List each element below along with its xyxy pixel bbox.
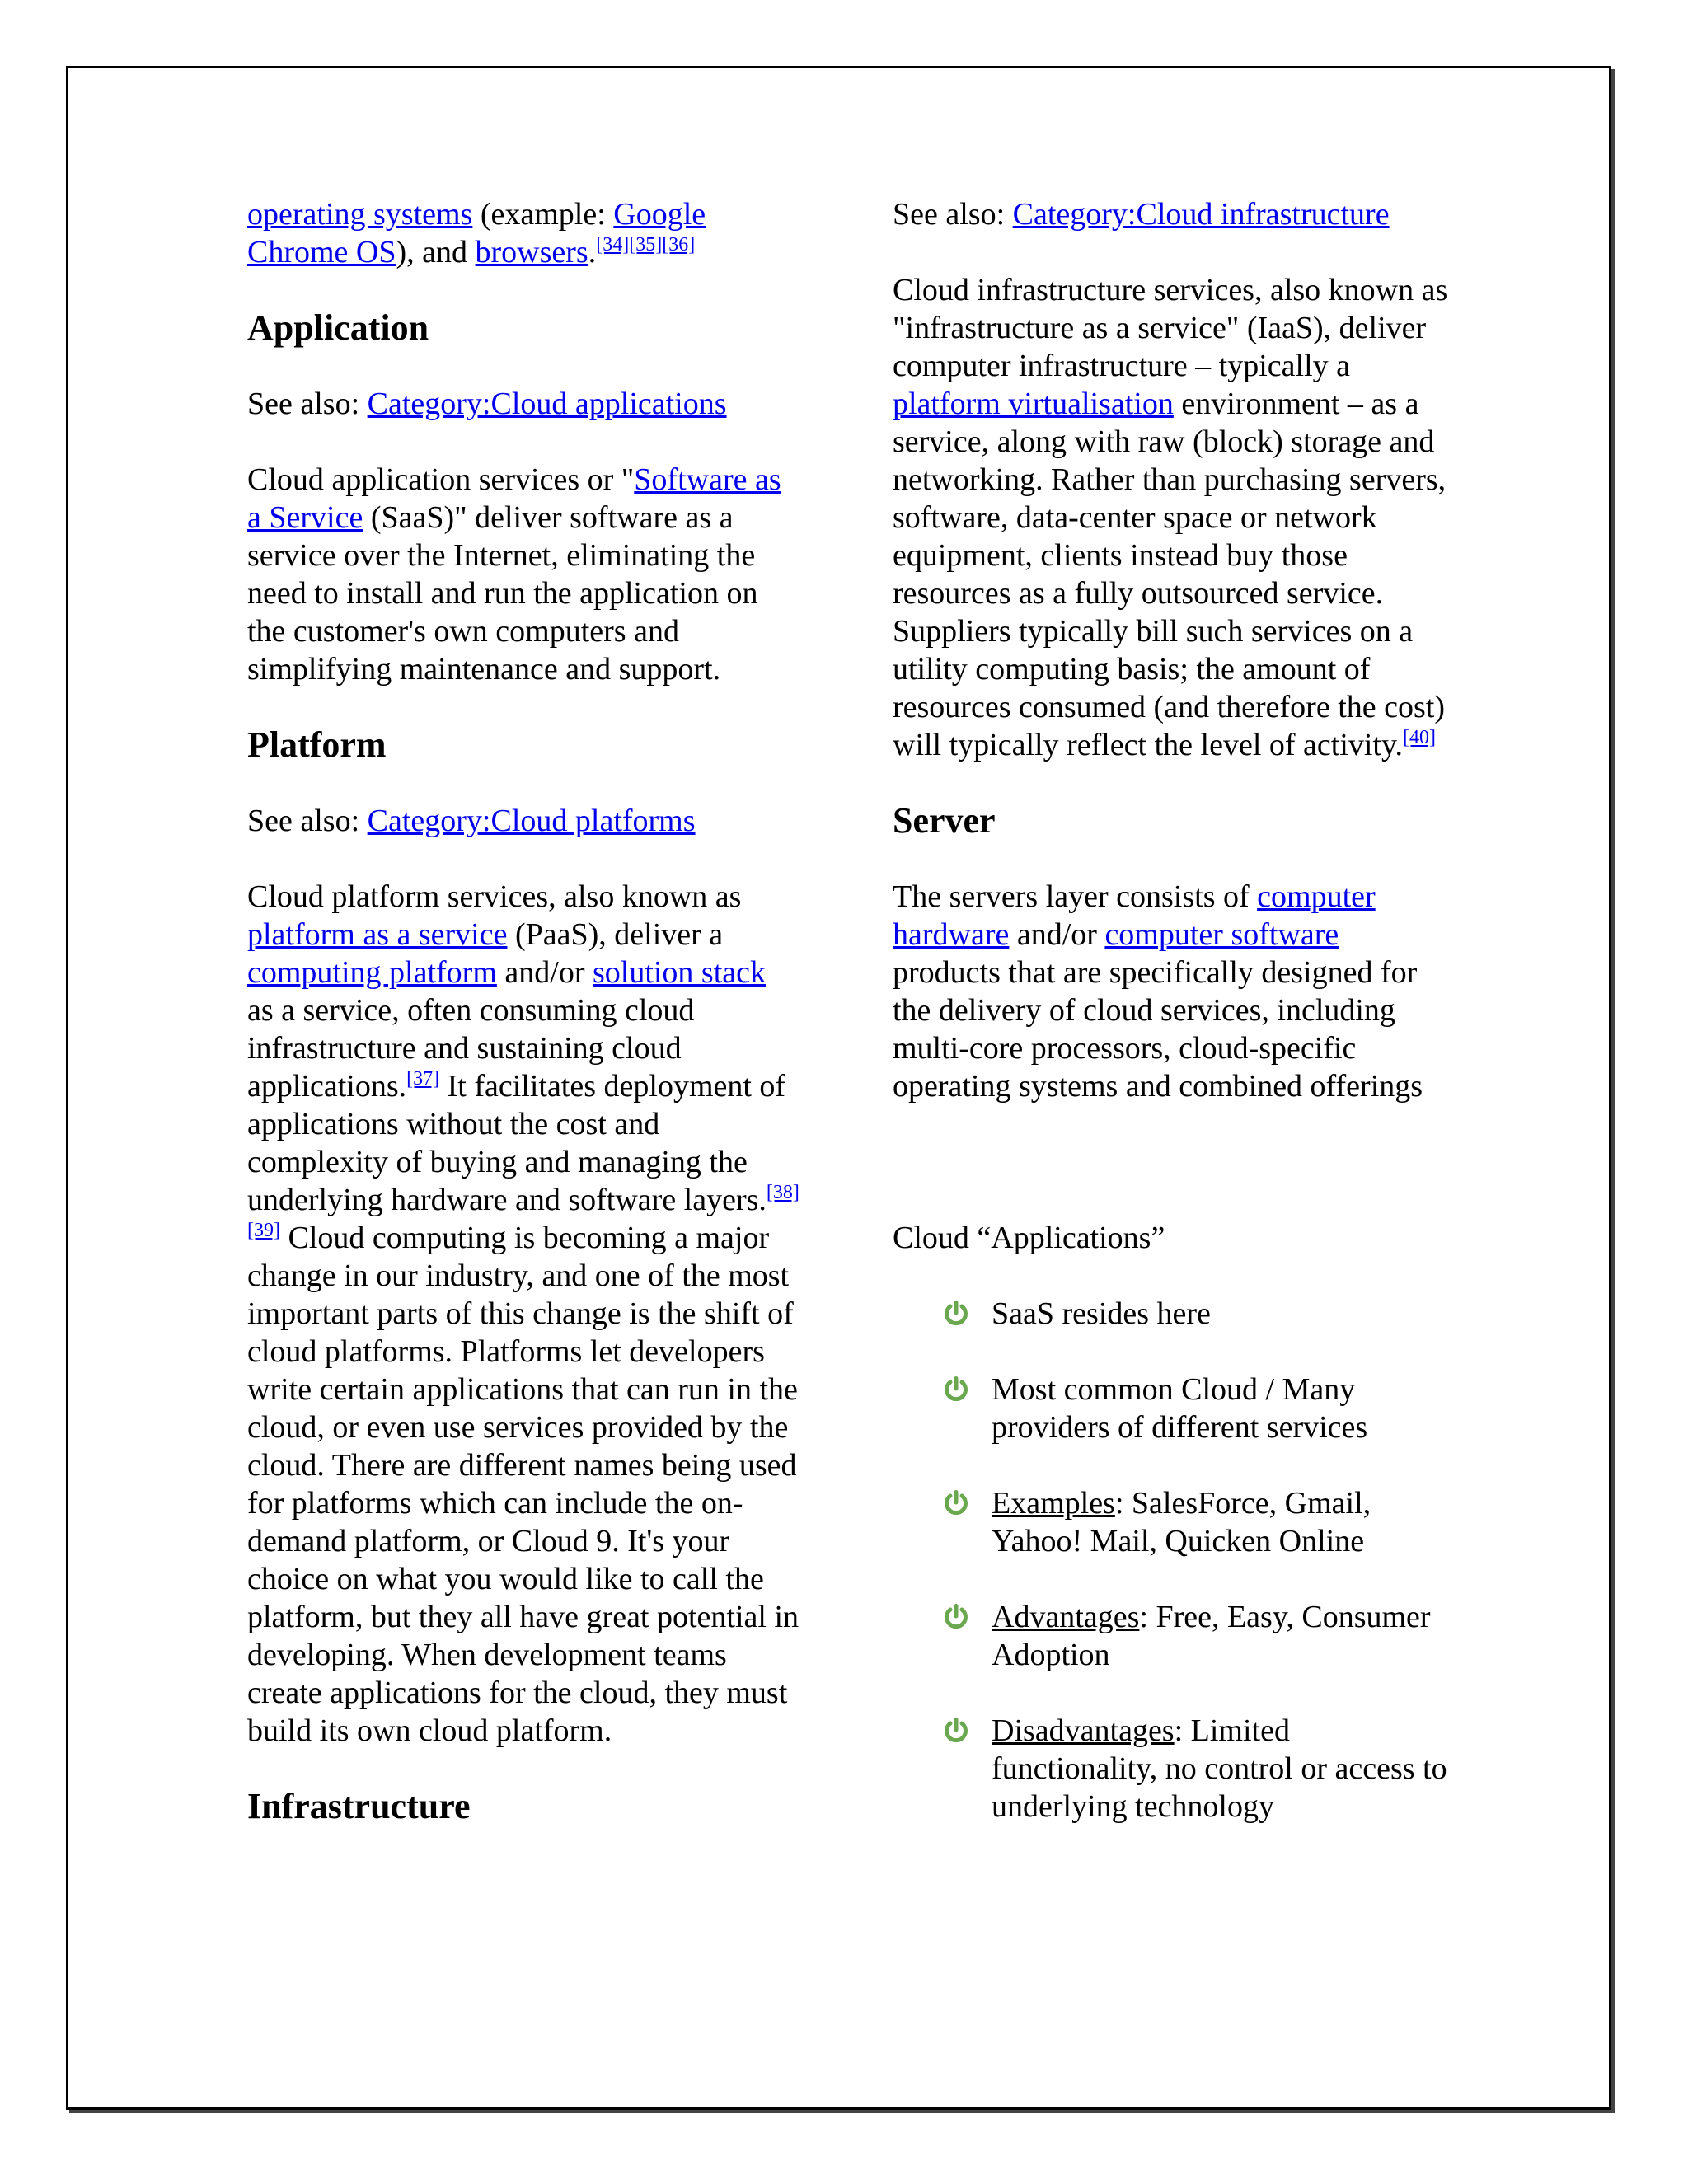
link-category-cloud-infrastructure[interactable]: Category:Cloud infrastructure [1012,197,1390,232]
heading-infrastructure: Infrastructure [247,1786,471,1826]
link-operating-systems[interactable]: operating systems [247,197,473,232]
list-item [942,1371,1453,1446]
power-icon [942,1376,970,1404]
link-computer-software[interactable]: computer software [1104,917,1339,952]
citation-40[interactable]: [40] [1403,727,1437,748]
citation-39[interactable]: [39] [247,1220,280,1241]
bullet-text: : SalesForce, Gmail, Yahoo! Mail, Quicken Online [992,1486,1372,1558]
see-also-label: See also: [247,387,368,421]
link-platform-as-a-service[interactable]: platform as a service [247,917,508,952]
see-also-label: See also: [247,804,368,838]
citation-34[interactable]: [34] [596,234,630,255]
right-column [893,195,1453,1863]
see-also-platform [247,802,799,840]
see-also-infrastructure [893,195,1453,233]
link-computing-platform[interactable]: computing platform [247,955,497,990]
power-icon [942,1717,970,1745]
citations [596,234,695,255]
heading-application: Application [247,307,429,348]
citation-38[interactable]: [38] [766,1182,799,1203]
citation-36[interactable]: [36] [662,234,696,255]
text: (SaaS)" deliver software as a service over the Internet, eliminating the need to install and run the application on the customer's own computers and simplifying maintenance and support. [247,500,758,687]
heading-server: Server [893,800,996,841]
text: Cloud computing is becoming a major change in our industry, and one of the most important parts of this change is the shift of cloud platforms. Platforms let developers write certain applications that can run in the cloud, or even use services provided by the cloud. There are different names being used for platforms which can include the on-demand platform, or Cloud 9. It's your choice on what you would like to call the platform, but they all have great potential in developing. When development teams create applications for the cloud, they must build its own cloud platform. [247,1221,799,1748]
cloud-applications-title: Cloud “Applications” [893,1221,1165,1255]
text: as a service, often consuming cloud infrastructure and sustaining cloud applications. [247,993,695,1104]
application-paragraph [247,461,799,688]
text: (example: [472,197,614,232]
link-browsers[interactable]: browsers [475,235,588,269]
intro-paragraph [247,195,799,271]
list-item [942,1712,1453,1825]
list-item [942,1484,1453,1560]
list-item [942,1295,1453,1333]
text: Cloud application services or " [247,462,635,497]
text: and/or [496,955,593,990]
link-software-as-a-service[interactable]: Software as a Service [247,462,781,535]
spacer [893,1143,1453,1219]
link-google-chrome-os[interactable]: Google Chrome OS [247,197,706,269]
text: . [588,235,597,269]
link-computer-hardware[interactable]: computer hardware [893,879,1376,952]
bullet-label-disadvantages: Disadvantages [992,1713,1175,1748]
citation-35[interactable]: [35] [629,234,663,255]
text: (PaaS), deliver a [507,917,724,952]
bullet-text: : Free, Easy, Consumer Adoption [992,1600,1431,1672]
list-item [942,1598,1453,1674]
left-column [247,195,799,1863]
text: Cloud infrastructure services, also known as "infrastructure as a service" (IaaS), deliver computer infrastructure – typically a [893,273,1448,383]
link-category-cloud-applications[interactable]: Category:Cloud applications [367,387,727,421]
see-also-label: See also: [893,197,1013,232]
server-paragraph [893,878,1453,1105]
cloud-applications-list [893,1295,1453,1825]
power-icon [942,1300,970,1328]
bullet-text: : Limited functionality, no control or access to underlying technology [992,1713,1447,1824]
bullet-text: Most common Cloud / Many providers of different services [992,1372,1368,1445]
power-icon [942,1489,970,1517]
bullet-label-advantages: Advantages [992,1600,1140,1634]
infrastructure-paragraph [893,271,1453,764]
text: and/or [1009,917,1105,952]
text: products that are specifically designed for the delivery of cloud services, including multi-core processors, cloud-specific operating systems and combined offerings [893,955,1423,1104]
platform-paragraph [247,878,799,1750]
power-icon [942,1603,970,1631]
see-also-application [247,385,799,423]
bullet-text: SaaS resides here [992,1296,1211,1331]
text: environment – as a service, along with raw (block) storage and networking. Rather than purchasing servers, software, data-center space or network equipment, clients instead buy those resources as a fully outsourced service. Suppliers typically bill such services on a utility computing basis; the amount of resources consumed (and therefore the cost) will typically reflect the level of activity. [893,387,1447,762]
bullet-label-examples: Examples [992,1486,1115,1521]
text: Cloud platform services, also known as [247,879,742,914]
text: ), and [396,235,476,269]
text: The servers layer consists of [893,879,1258,914]
heading-platform: Platform [247,724,387,765]
citations [1403,727,1436,748]
citations [406,1068,439,1090]
link-solution-stack[interactable]: solution stack [592,955,767,990]
link-category-cloud-platforms[interactable]: Category:Cloud platforms [367,804,696,838]
citation-37[interactable]: [37] [406,1068,440,1090]
text: It facilitates deployment of applications without the cost and complexity of buying and managing the underlying hardware and software layers. [247,1069,786,1217]
link-platform-virtualisation[interactable]: platform virtualisation [893,387,1174,421]
